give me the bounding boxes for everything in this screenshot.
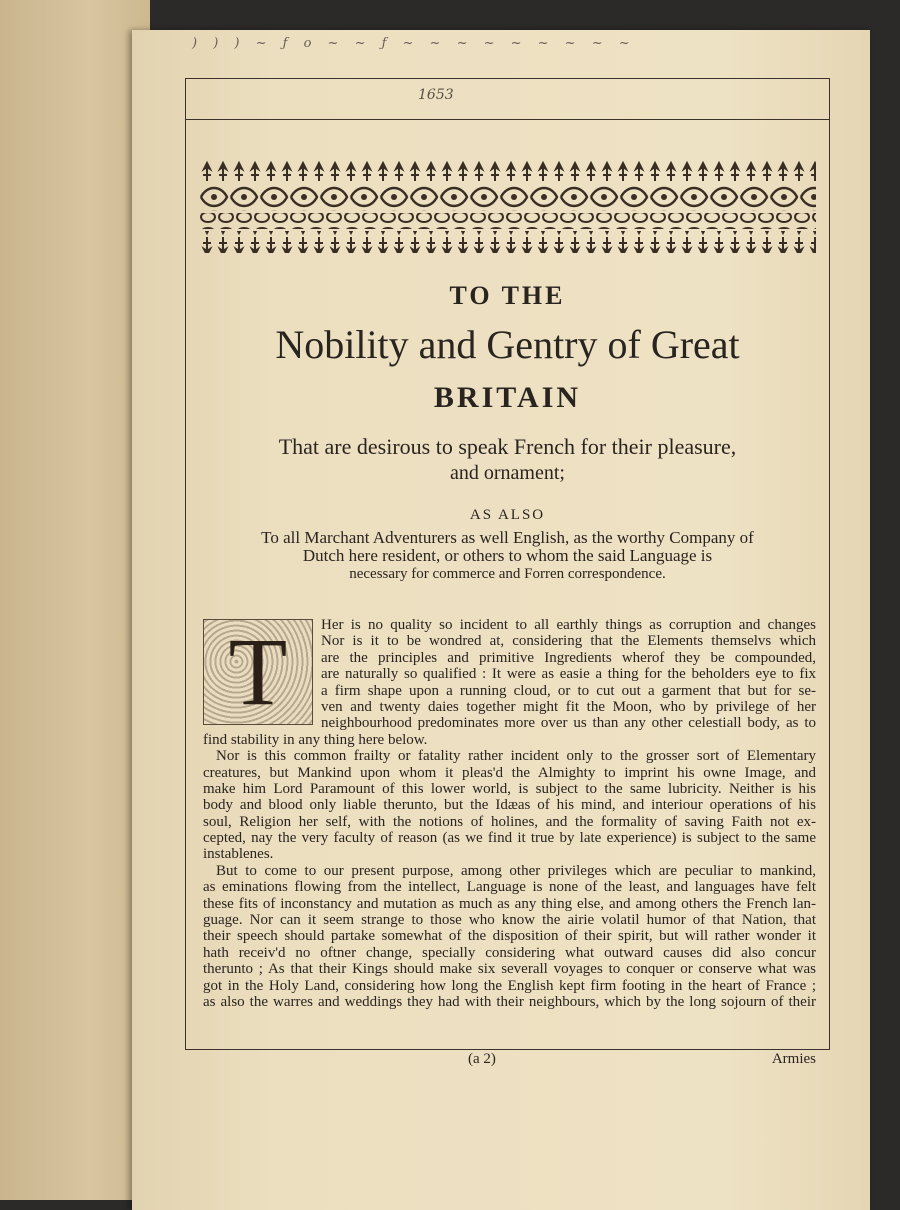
handwritten-note: ) ) ) ~ ƒ o ~ ~ ƒ ~ ~ ~ ~ ~ ~ ~ ~ ~ [192, 36, 636, 51]
decorative-ornament-band [199, 161, 816, 257]
left-page-edge [0, 0, 150, 1200]
text-line: are the principles and primitive Ingredients wherof they be compounded, [321, 649, 816, 666]
book-page [132, 30, 870, 1210]
text-line: Her is no quality so incident to all earthly things as corruption and changes [321, 617, 816, 633]
text-line: as eminations flowing from the intellect, Language is none of the least, and languages have felt [203, 879, 816, 896]
text-line: these fits of inconstancy and mutation as much as any thing else, and among others the French lan- [203, 895, 816, 912]
subtitle-line-2: and ornament; [450, 462, 565, 484]
text-line: a firm shape upon a running cloud, or to cut out a garment that but for se- [321, 682, 816, 699]
as-also-heading: AS ALSO [469, 507, 546, 523]
text-line: instablenes. [203, 846, 274, 863]
body-text [203, 617, 816, 1010]
text-line: make him Lord Paramount of this lower world, is subject to the same lubricity. Neither is his [203, 780, 816, 797]
heading-nobility: Nobility and Gentry of Great [275, 322, 740, 367]
heading-britain: BRITAIN [433, 381, 582, 414]
dedication-line: Dutch here resident, or others to whom the said Language is [302, 546, 713, 565]
ornamental-drop-cap: T [203, 619, 313, 725]
text-line: Nor is it to be wondred at, considering that the Elements themselvs which [321, 633, 816, 650]
page-border [185, 78, 830, 1067]
catchword: Armies [771, 1051, 816, 1067]
text-line: Nor is this common frailty or fatality rather incident only to the grosser sort of Elementary [216, 748, 816, 765]
text-line: their speech should partake somewhat of the disposition of their spirit, but will rather wonder it [203, 928, 816, 945]
text-line: cepted, nay the very faculty of reason (as we find it true by late experience) is subject to the same [203, 830, 816, 847]
text-line: therunto ; As that their Kings should make six severall voyages to conquer or conserve what was [203, 961, 816, 978]
text-line: hath receiv'd no oftner change, specially considering what outward causes did also concur [203, 944, 816, 961]
dedication-line: To all Marchant Adventurers as well English, as the worthy Company of [261, 528, 754, 547]
text-line: body and blood only liable therunto, but the Idæas of his mind, and interiour operations of his [203, 797, 816, 814]
handwritten-year: 1653 [418, 87, 454, 103]
text-line: neighbourhood predominates more over us than any other celestiall body, as to [321, 715, 816, 732]
text-line: as also the warres and weddings they had with their neighbours, which by the long sojourn of their [203, 993, 816, 1010]
text-line: soul, Religion her self, with the notions of holines, and the formality of saving Faith not ex- [203, 813, 816, 830]
header-rule [186, 119, 829, 120]
signature-mark: (a 2) [468, 1051, 496, 1067]
dedication-line: necessary for commerce and Forren correspondence. [349, 566, 666, 582]
text-line: got in the Holy Land, considering how long the English kept firm footing in the heart of France ; [203, 977, 816, 994]
heading-to-the: TO THE [449, 281, 566, 310]
dedication-block [186, 529, 829, 583]
text-line: ven and twenty daies together might fit the Moon, who by privilege of her [321, 698, 816, 715]
subtitle-line-1: That are desirous to speak French for their pleasure, [278, 434, 737, 459]
text-line: But to come to our present purpose, among other privileges which are peculiar to mankind, [216, 862, 816, 879]
text-line: creatures, but Mankind upon whom it pleas'd the Almighty to imprint his owne Image, and [203, 764, 816, 781]
text-line: guage. Nor can it seem strange to those who know the airie volatil humor of that Nation, that [203, 912, 816, 929]
text-line: find stability in any thing here below. [203, 731, 428, 748]
text-line: are naturally so qualified : It were as easie a thing for the beholders eye to fix [321, 666, 816, 683]
